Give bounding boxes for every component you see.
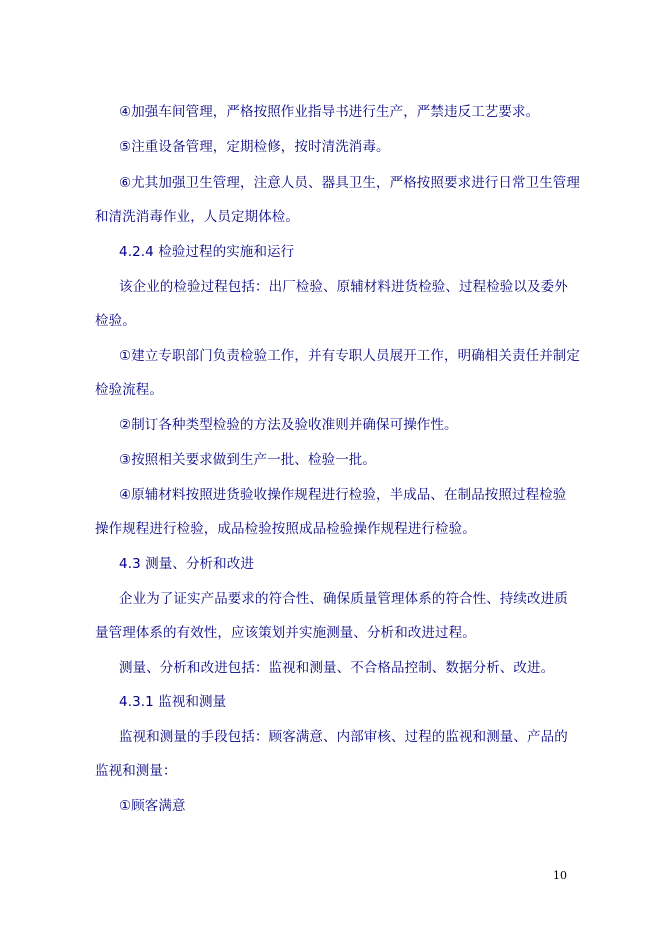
- section-heading: 4.3 测量、分析和改进: [119, 556, 254, 572]
- text-line: 监视和测量：: [95, 763, 177, 779]
- text-line: 检验。: [95, 313, 136, 329]
- text-line: 该企业的检验过程包括：出厂检验、原辅材料进货检验、过程检验以及委外: [119, 279, 568, 295]
- text-line: ④原辅材料按照进货验收操作规程进行检验，半成品、在制品按照过程检验: [119, 487, 567, 503]
- text-line: 量管理体系的有效性，应该策划并实施测量、分析和改进过程。: [95, 625, 476, 641]
- text-line: 企业为了证实产品要求的符合性、确保质量管理体系的符合性、持续改进质: [119, 591, 568, 607]
- text-line: 和清洗消毒作业，人员定期体检。: [95, 209, 299, 225]
- page-number: 10: [553, 869, 567, 882]
- section-heading: 4.3.1 监视和测量: [119, 694, 227, 710]
- text-line: 操作规程进行检验，成品检验按照成品检验操作规程进行检验。: [95, 521, 476, 537]
- text-line: ④加强车间管理，严格按照作业指导书进行生产，严禁违反工艺要求。: [119, 104, 540, 120]
- text-line: ⑥尤其加强卫生管理，注意人员、器具卫生，严格按照要求进行日常卫生管理: [119, 175, 581, 191]
- text-line: ⑤注重设备管理，定期检修，按时清洗消毒。: [119, 139, 390, 155]
- text-line: 监视和测量的手段包括：顾客满意、内部审核、过程的监视和测量、产品的: [119, 729, 568, 745]
- text-line: ②制订各种类型检验的方法及验收准则并确保可操作性。: [119, 417, 458, 433]
- text-line: ①顾客满意: [119, 798, 186, 814]
- section-heading: 4.2.4 检验过程的实施和运行: [119, 244, 295, 260]
- text-line: ③按照相关要求做到生产一批、检验一批。: [119, 452, 377, 468]
- text-line: ①建立专职部门负责检验工作，并有专职人员展开工作，明确相关责任并制定: [119, 348, 581, 364]
- text-line: 测量、分析和改进包括：监视和测量、不合格品控制、数据分析、改进。: [119, 660, 555, 676]
- text-line: 检验流程。: [95, 382, 163, 398]
